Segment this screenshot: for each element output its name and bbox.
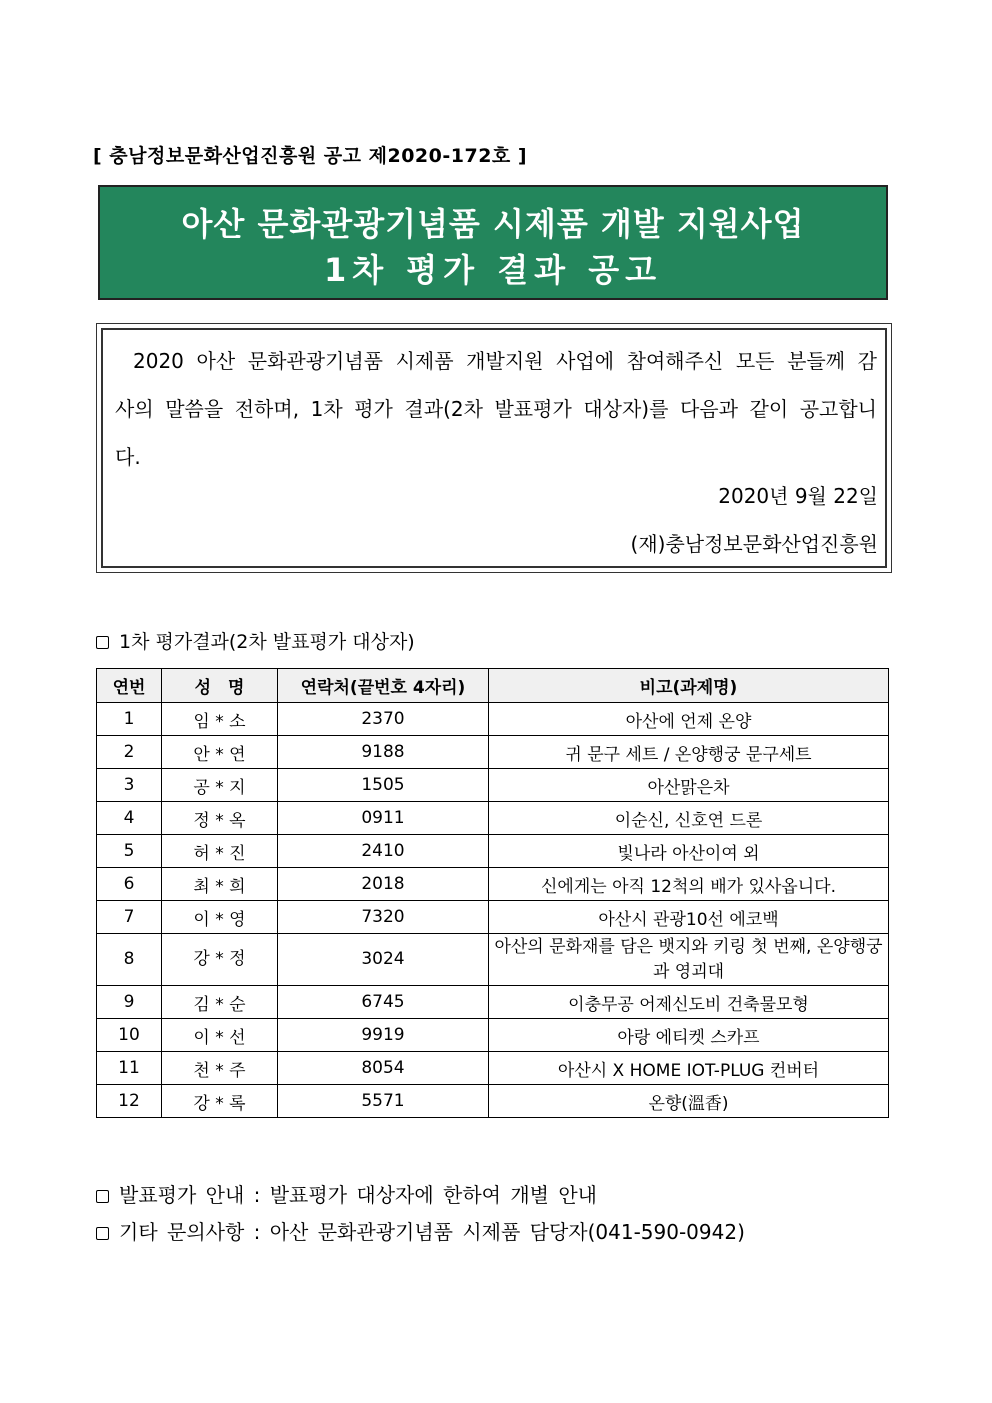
- cell-serial: 2: [97, 736, 162, 769]
- cell-serial: 10: [97, 1019, 162, 1052]
- cell-project: 아랑 에티켓 스카프: [489, 1019, 889, 1052]
- cell-name: 강 * 록: [162, 1085, 278, 1118]
- cell-project: 아산에 언제 온양: [489, 703, 889, 736]
- intro-body: 2020 아산 문화관광기념품 시제품 개발지원 사업에 참여해주신 모든 분들께 감사의 말씀을 전하며, 1차 평가 결과(2차 발표평가 대상자)를 다음과 같이 공고합니다.: [115, 349, 877, 469]
- results-table: [96, 668, 889, 1118]
- cell-contact: 9188: [278, 736, 489, 769]
- table-row: [97, 703, 889, 736]
- announcing-organization: (재)충남정보문화산업진흥원: [630, 532, 878, 556]
- cell-project: 빛나라 아산이여 외: [489, 835, 889, 868]
- cell-contact: 7320: [278, 901, 489, 934]
- cell-name: 최 * 희: [162, 868, 278, 901]
- table-row: [97, 934, 889, 986]
- cell-contact: 9919: [278, 1019, 489, 1052]
- cell-project: 신에게는 아직 12척의 배가 있사옵니다.: [489, 868, 889, 901]
- cell-project: 아산시 관광10선 에코백: [489, 901, 889, 934]
- table-row: [97, 1052, 889, 1085]
- cell-project: 이순신, 신호연 드론: [489, 802, 889, 835]
- cell-project: 이충무공 어제신도비 건축물모형: [489, 986, 889, 1019]
- table-row: [97, 736, 889, 769]
- table-header-row: [97, 669, 889, 703]
- cell-contact: 2370: [278, 703, 489, 736]
- cell-contact: 5571: [278, 1085, 489, 1118]
- cell-contact: 1505: [278, 769, 489, 802]
- cell-contact: 6745: [278, 986, 489, 1019]
- cell-serial: 9: [97, 986, 162, 1019]
- cell-serial: 3: [97, 769, 162, 802]
- cell-serial: 6: [97, 868, 162, 901]
- cell-name: 천 * 주: [162, 1052, 278, 1085]
- cell-name: 임 * 소: [162, 703, 278, 736]
- title-line-1: 아산 문화관광기념품 시제품 개발 지원사업: [181, 205, 805, 243]
- table-row: [97, 1085, 889, 1118]
- cell-serial: 8: [97, 934, 162, 986]
- cell-project: 온향(溫香): [489, 1085, 889, 1118]
- cell-name: 이 * 영: [162, 901, 278, 934]
- checkbox-bullet-icon: [96, 1190, 109, 1203]
- cell-project: 아산의 문화재를 담은 뱃지와 키링 첫 번째, 온양행궁과 영괴대: [489, 934, 889, 986]
- cell-contact: 8054: [278, 1052, 489, 1085]
- cell-contact: 0911: [278, 802, 489, 835]
- cell-project: 아산맑은차: [489, 769, 889, 802]
- presentation-notice-text: 발표평가 안내 : 발표평가 대상자에 한하여 개별 안내: [119, 1183, 597, 1207]
- table-row: [97, 1019, 889, 1052]
- cell-contact: 3024: [278, 934, 489, 986]
- header-serial-number: 연번: [97, 669, 162, 703]
- header-name: 성 명: [162, 669, 278, 703]
- title-banner: [98, 185, 888, 300]
- table-row: [97, 835, 889, 868]
- cell-name: 김 * 순: [162, 986, 278, 1019]
- cell-serial: 5: [97, 835, 162, 868]
- other-inquiries-text: 기타 문의사항 : 아산 문화관광기념품 시제품 담당자(041-590-0942): [119, 1220, 745, 1244]
- cell-project: 아산시 X HOME IOT-PLUG 컨버터: [489, 1052, 889, 1085]
- cell-serial: 7: [97, 901, 162, 934]
- cell-name: 정 * 옥: [162, 802, 278, 835]
- cell-name: 강 * 정: [162, 934, 278, 986]
- table-row: [97, 901, 889, 934]
- checkbox-bullet-icon: [96, 636, 109, 649]
- cell-name: 공 * 지: [162, 769, 278, 802]
- cell-serial: 4: [97, 802, 162, 835]
- cell-serial: 12: [97, 1085, 162, 1118]
- other-inquiries: [96, 1216, 745, 1245]
- table-row: [97, 986, 889, 1019]
- header-contact: 연락처(끝번호 4자리): [278, 669, 489, 703]
- table-row: [97, 769, 889, 802]
- cell-name: 이 * 선: [162, 1019, 278, 1052]
- section-heading-results: [96, 627, 415, 654]
- cell-name: 허 * 진: [162, 835, 278, 868]
- checkbox-bullet-icon: [96, 1227, 109, 1240]
- announcement-date: 2020년 9월 22일: [718, 484, 878, 508]
- cell-name: 안 * 연: [162, 736, 278, 769]
- title-line-2: 1차 평가 결과 공고: [323, 251, 663, 289]
- table-row: [97, 868, 889, 901]
- cell-project: 귀 문구 세트 / 온양행궁 문구세트: [489, 736, 889, 769]
- section-heading-text: 1차 평가결과(2차 발표평가 대상자): [119, 631, 415, 653]
- intro-text: [115, 337, 877, 481]
- header-remarks: 비고(과제명): [489, 669, 889, 703]
- presentation-notice: [96, 1179, 597, 1208]
- cell-contact: 2018: [278, 868, 489, 901]
- cell-contact: 2410: [278, 835, 489, 868]
- notice-number: [ 충남정보문화산업진흥원 공고 제2020-172호 ]: [93, 145, 528, 167]
- table-row: [97, 802, 889, 835]
- cell-serial: 1: [97, 703, 162, 736]
- cell-serial: 11: [97, 1052, 162, 1085]
